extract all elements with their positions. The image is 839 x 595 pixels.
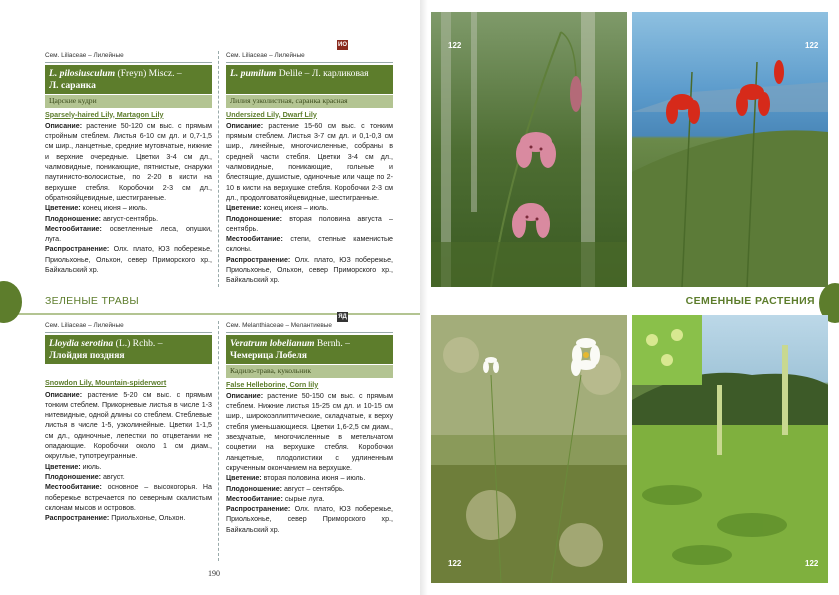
distribution: Распространение: Олх. плато, ЮЗ побережье, Приольхонье, Ольхон, север Приморского хр., Байкальский хр. xyxy=(45,245,212,275)
book-gutter xyxy=(420,0,428,595)
species-title xyxy=(45,65,212,94)
flowering: Цветение: июль. xyxy=(45,462,102,471)
family-label: Сем. Liliaceae – Лилейные xyxy=(226,51,393,63)
section-title: ЗЕЛЕНЫЕ ТРАВЫ xyxy=(45,295,139,307)
latin-name: Lloydia serotina xyxy=(49,338,114,350)
description: Описание: растение 50-120 см выс. с прямым стройным стеблем. Листья 6-10 см дл. и 0,7-1,5 см шир., ланцетные, средние мутовчатые, нижние и верхние очередные. Цветки 3-4 см дл., чалмовидные, поникающие, пятнистые, снаружи паутинисто-волосистые, по 2-20 в кисти на верхушке стебля. Коробочки 2-3 см дл., обратнояйцевидные, шестигранные. xyxy=(45,121,212,202)
russian-name: Л. саранка xyxy=(49,79,96,91)
species-entry-lilium-pumilum xyxy=(226,51,393,286)
lloydia-photo xyxy=(431,315,627,583)
protected-status-badge: ИО xyxy=(338,42,347,48)
photo-number: 122 xyxy=(805,41,819,50)
distribution: Распространение: Олх. плато, ЮЗ побережье, Приольхонье, Ольхон, север Приморского хр., Байкальский хр. xyxy=(226,255,393,285)
fruiting: Плодоношение: август – сентябрь. xyxy=(226,484,345,493)
photo-number: 122 xyxy=(805,559,819,568)
page-tab-marker xyxy=(0,281,22,323)
family-label: Сем. Melanthiaceae – Мелантиевые xyxy=(226,321,393,333)
english-common-name: Sparsely-haired Lily, Martagon Lily xyxy=(45,109,164,119)
species-title xyxy=(45,335,212,364)
author: Delile – Л. карликовая xyxy=(276,68,369,80)
section-header-right xyxy=(630,291,839,313)
species-entry-veratrum-lobelianum xyxy=(226,321,393,535)
veratrum-photo xyxy=(632,315,828,583)
latin-name: Veratrum lobelianum xyxy=(230,338,315,350)
lily-pink-photo xyxy=(431,12,627,287)
family-label: Сем. Liliaceae – Лилейные xyxy=(45,51,212,63)
author: Bernh. – xyxy=(314,338,350,350)
lily-red-photo xyxy=(632,12,828,287)
russian-common-name: Царские кудри xyxy=(45,95,212,107)
fruiting: Плодоношение: вторая половина августа – сентябрь. xyxy=(226,214,393,233)
russian-common-name: Кадило-трава, кукольник xyxy=(226,365,393,377)
distribution: Распространение: Приольхонье, Ольхон. xyxy=(45,514,186,523)
author: (Freyn) Miscz. – xyxy=(115,68,182,80)
description: Описание: растение 50-150 см выс. с прямым стеблем. Нижние листья 15-25 см дл. и 10-15 см шир., широкоэллиптические, складчатые, к верху стебля уменьшающиеся. Цветки 1,6-2,5 см диам., звездчатые, многочисленные в метельчатом соцветии на верхушке стебля. Коробочки ланцетные, плодолистики с удлиненным скрученным окончанием на верхушке. xyxy=(226,391,393,472)
species-entry-lilium-pilosiusculum xyxy=(45,51,212,275)
species-entry-lloydia-serotina xyxy=(45,321,212,523)
english-common-name: Undersized Lily, Dwarf Lily xyxy=(226,109,317,119)
section-title: СЕМЕННЫЕ РАСТЕНИЯ xyxy=(685,295,815,307)
russian-common-name: Лилия узколистная, саранка красная xyxy=(226,95,393,107)
flowering: Цветение: конец июня – июль. xyxy=(45,204,148,213)
description: Описание: растение 5-20 см выс. с прямым тонким стеблем. Прикорневые листья в числе 1-3 нитевидные, одной длины со стеблем. Стеблевые листья в числе 1-5, узколинейные. Цветки 1-1,5 см дл., одиночные, лепестки по отцветании не опадающие. Коробочки около 1 см диам., округлые, тупотреугранные. xyxy=(45,390,212,461)
description: Описание: растение 15-60 см выс. с тонким прямым стеблем. Листья 3-7 см дл. и 0,1-0,3 см шир., линейные, многочисленные, собраны в средней части стебля. Цветки 3-4 см дл., чалмовидные, поникающие, гольные и блестящие, душистые, одиночные или чаще по 2-10 в кисти на верхушке стебля. Коробочки 2-3 см дл., продолговатояйцевидные, шестигранные. xyxy=(226,121,393,202)
column-divider-bottom xyxy=(218,321,219,561)
russian-name: Ллойдия поздняя xyxy=(49,349,125,361)
author: (L.) Rchb. – xyxy=(113,338,163,350)
habitat: Местообитание: осветленные леса, опушки, луга. xyxy=(45,224,212,244)
habitat: Местообитание: степи, степные каменистые склоны. xyxy=(226,235,393,254)
photo-number: 122 xyxy=(448,559,462,568)
flowering: Цветение: вторая половина июня – июль. xyxy=(226,474,366,483)
section-header-left xyxy=(0,291,420,315)
photo-number: 122 xyxy=(448,41,462,50)
fruiting: Плодоношение: август. xyxy=(45,472,125,481)
family-label: Сем. Liliaceae – Лилейные xyxy=(45,321,212,333)
english-common-name: Snowdon Lily, Mountain-spiderwort xyxy=(45,378,167,388)
distribution: Распространение: Олх. плато, ЮЗ побережье, Приольхонье, север Приморского хр., Байкальский хр. xyxy=(226,505,393,534)
habitat: Местообитание: сырые луга. xyxy=(226,494,325,503)
species-title xyxy=(226,65,393,94)
latin-name: L. pumilum xyxy=(230,68,277,80)
page-number: 190 xyxy=(208,569,220,578)
poisonous-badge: ЯД xyxy=(338,314,347,320)
species-title xyxy=(226,335,393,364)
fruiting: Плодоношение: август-сентябрь. xyxy=(45,214,159,223)
english-common-name: False Helleborine, Corn lily xyxy=(226,379,319,389)
flowering: Цветение: конец июня – июль. xyxy=(226,204,329,213)
habitat: Местообитание: основное – высокогорья. На побережье встречается по северным скалистым склонам мысов и островов. xyxy=(45,483,212,512)
latin-name: L. pilosiusculum xyxy=(49,68,116,80)
russian-name: Чемерица Лобеля xyxy=(230,349,307,361)
column-divider-top xyxy=(218,51,219,287)
